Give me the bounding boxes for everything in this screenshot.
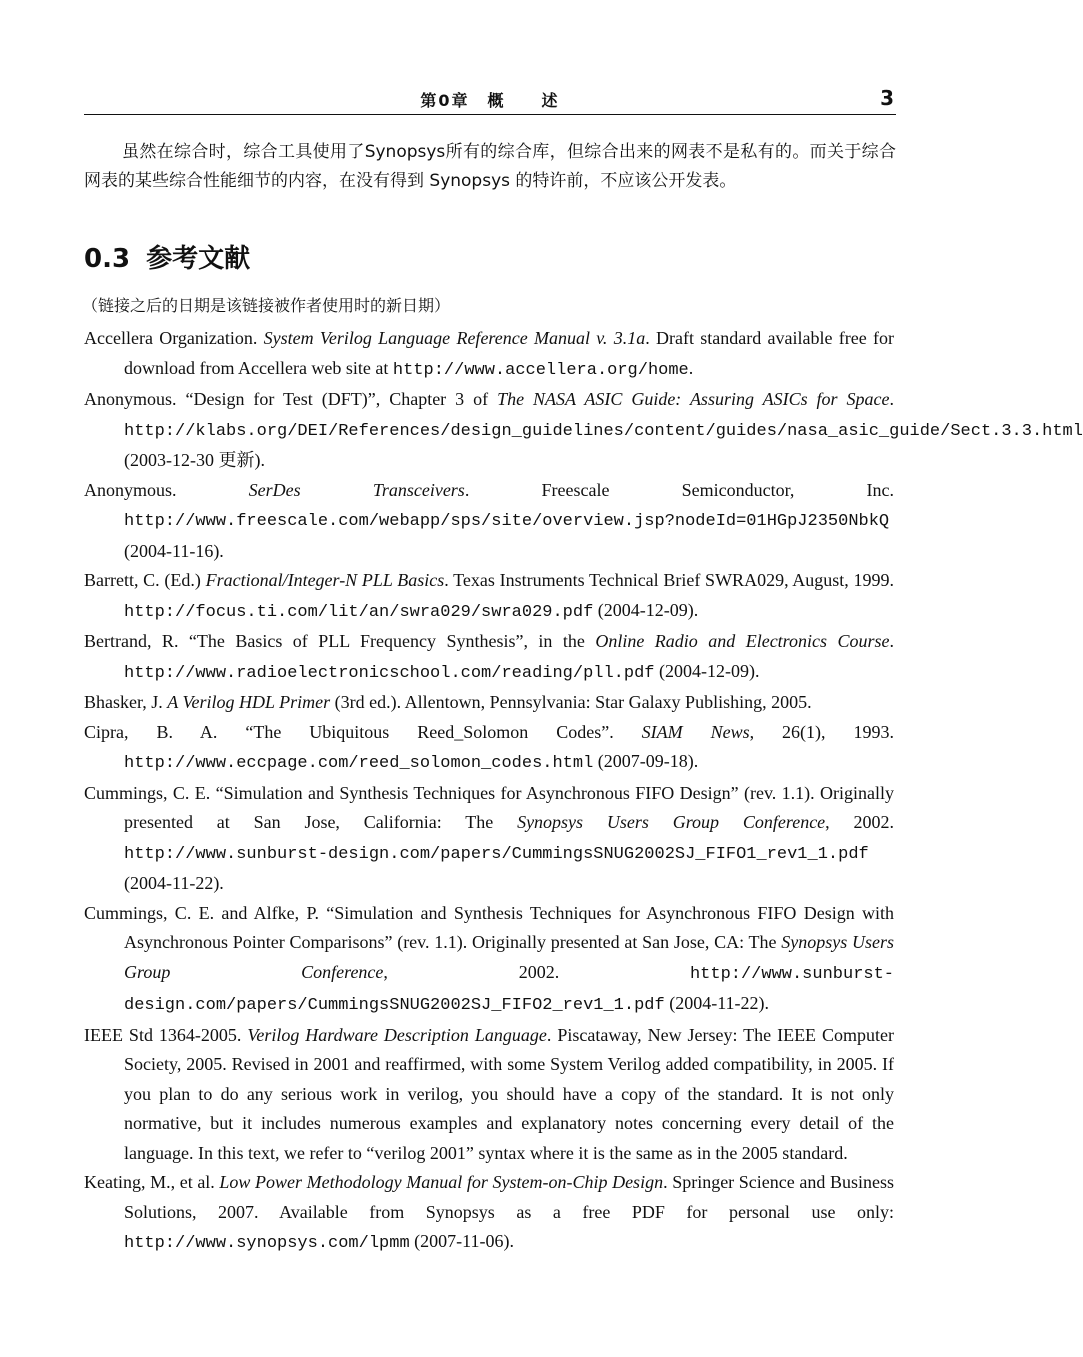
reference-entry	[84, 1168, 894, 1259]
reference-title: Low Power Methodology Manual for System-on-Chip Design	[219, 1172, 664, 1192]
reference-text: (3rd ed.). Allentown, Pennsylvania: Star Galaxy Publishing, 2005.	[330, 692, 812, 712]
reference-entry	[84, 899, 894, 1021]
reference-url[interactable]: http://www.eccpage.com/reed_solomon_codes.html	[124, 754, 594, 773]
chapter-title: 第0章 概 述	[420, 91, 560, 110]
reference-title: Verilog Hardware Description Language	[247, 1024, 547, 1045]
reference-text: .	[889, 389, 895, 409]
reference-title: SIAM News	[641, 721, 750, 742]
reference-entry	[84, 324, 894, 385]
reference-title: A Verilog HDL Primer	[167, 692, 331, 712]
reference-text: (2007-11-06).	[409, 1231, 514, 1251]
running-header	[84, 84, 896, 115]
reference-text: . Draft standard available free for download from Accellera web site at	[124, 328, 894, 378]
reference-url[interactable]: http://www.freescale.com/webapp/sps/site/overview.jsp?nodeId=01HGpJ2350NbkQ	[124, 512, 890, 531]
reference-url[interactable]: http://klabs.org/DEI/References/design_guidelines/content/guides/nasa_asic_guide/Sect.3.3.html	[124, 421, 1083, 441]
reference-text: (2004-11-22).	[124, 873, 224, 893]
reference-title: System Verilog Language Reference Manual v. 3.1a	[263, 328, 646, 348]
page-number: 3	[880, 86, 894, 110]
reference-text: IEEE Std 1364-2005.	[84, 1024, 248, 1045]
reference-text: .	[688, 357, 694, 378]
reference-text: . Springer Science and Business Solutions, 2007. Available from Synopsys as a free PDF for personal use only:	[124, 1172, 894, 1222]
reference-text: Bhasker, J.	[84, 692, 168, 712]
section-heading	[84, 238, 266, 275]
reference-text: (2004-11-16).	[124, 540, 224, 561]
reference-url[interactable]: http://www.sunburst-design.com/papers/CummingsSNUG2002SJ_FIFO1_rev1_1.pdf	[124, 844, 869, 864]
reference-entry	[84, 1021, 894, 1169]
reference-text: Cummings, C. E. and Alfke, P. “Simulation and Synthesis Techniques for Asynchronous FIFO Design with Asynchronous Pointer Comparisons” (rev. 1.1). Originally presented at San Jose, CA: The	[84, 902, 894, 952]
reference-title: The NASA ASIC Guide: Assuring ASICs for Space	[497, 389, 890, 409]
reference-entry	[84, 779, 894, 899]
reference-title: SerDes Transceivers	[248, 479, 465, 500]
reference-text: (2004-11-22).	[664, 993, 770, 1013]
reference-text: Anonymous.	[84, 479, 249, 500]
reference-title: Synopsys Users Group Conference	[517, 812, 826, 832]
intro-paragraph: 虽然在综合时，综合工具使用了Synopsys所有的综合库，但综合出来的网表不是私有的。而关于综合网表的某些综合性能细节的内容，在没有得到 Synopsys 的特许前，不应该公开发表。	[84, 142, 896, 191]
reference-text: Cummings, C. E. “Simulation and Synthesis Techniques for Asynchronous FIFO Design” (rev. 1.1). Originally presented at San Jose, California: The	[84, 782, 894, 832]
reference-text: . Piscataway, New Jersey: The IEEE Computer Society, 2005. Revised in 2001 and reaffirmed, with some System Verilog added compatibility, in 2005. If you plan to do any serious work in verilog, you should have a copy of the standard. It is not only normative, but it includes numerous examples and explanatory notes concerning every detail of the language. In this text, we refer to “verilog 2001” syntax where it is the same as in the 2005 standard.	[124, 1024, 894, 1163]
reference-text: Bertrand, R. “The Basics of PLL Frequency Synthesis”, in the	[84, 631, 596, 651]
reference-url[interactable]: http://www.sunburst-design.com/papers/CummingsSNUG2002SJ_FIFO2_rev1_1.pdf	[124, 964, 895, 1015]
reference-text: .	[889, 631, 894, 651]
date-note: （链接之后的日期是该链接被作者使用时的新日期）	[82, 296, 451, 315]
reference-entry	[84, 718, 894, 779]
section-number: 0.3	[84, 244, 131, 274]
reference-title: Fractional/Integer-N PLL Basics	[205, 570, 445, 590]
reference-text: Barrett, C. (Ed.)	[84, 570, 206, 590]
reference-text: . Texas Instruments Technical Brief SWRA029, August, 1999.	[444, 570, 894, 590]
reference-text: (2007-09-18).	[593, 751, 699, 771]
reference-entry	[84, 566, 894, 627]
reference-text: (2004-12-09).	[654, 660, 760, 681]
reference-text: , 2002.	[383, 961, 690, 982]
section-title: 参考文献	[146, 244, 251, 274]
reference-entry	[84, 476, 894, 567]
reference-list	[84, 324, 1083, 1259]
reference-text: Cipra, B. A. “The Ubiquitous Reed_Solomon Codes”.	[84, 721, 642, 742]
reference-text: , 2002.	[825, 812, 894, 832]
reference-url[interactable]: http://www.radioelectronicschool.com/reading/pll.pdf	[124, 663, 655, 683]
reference-title: Synopsys Users Group Conference	[124, 932, 894, 982]
reference-text: Anonymous. “Design for Test (DFT)”, Chapter 3 of	[84, 389, 498, 409]
reference-title: Online Radio and Electronics Course	[595, 631, 890, 651]
reference-text: Keating, M., et al.	[84, 1172, 220, 1192]
reference-entry	[84, 385, 1083, 476]
reference-text: (2004-12-09).	[593, 599, 699, 620]
reference-url[interactable]: http://focus.ti.com/lit/an/swra029/swra029.pdf	[124, 602, 594, 622]
reference-entry	[84, 688, 894, 718]
reference-url[interactable]: http://www.accellera.org/home	[392, 360, 689, 380]
reference-text: . Freescale Semiconductor, Inc.	[464, 479, 895, 500]
reference-text: (2003-12-30 更新).	[124, 450, 265, 470]
reference-entry	[84, 627, 894, 688]
reference-url[interactable]: http://www.synopsys.com/lpmm	[124, 1234, 410, 1253]
reference-text: , 26(1), 1993.	[749, 721, 894, 742]
reference-text: Accellera Organization.	[84, 328, 264, 348]
